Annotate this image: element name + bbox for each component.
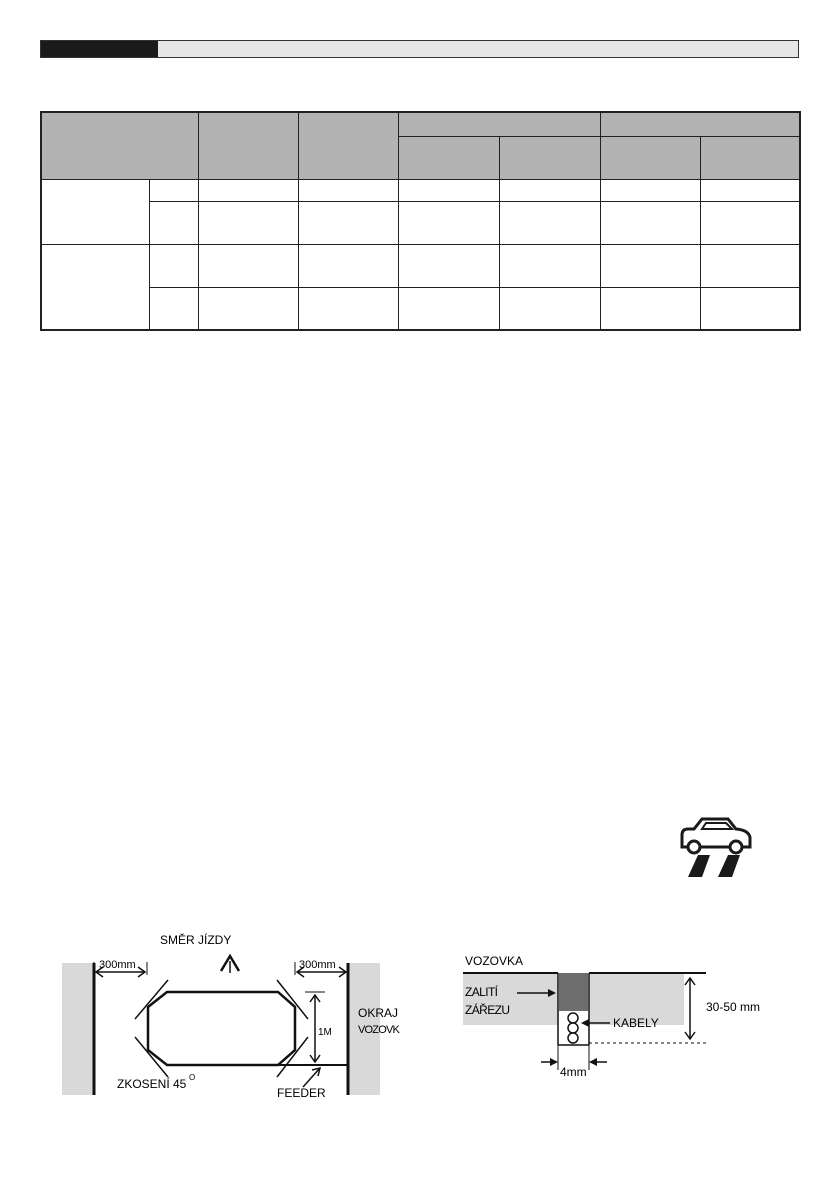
table-cell: [41, 179, 149, 244]
bevel-degree-mark: O: [189, 1073, 196, 1082]
feeder-label: FEEDER: [277, 1086, 326, 1100]
depth-label: 30-50 mm: [706, 1000, 761, 1014]
header-cell: [398, 136, 499, 179]
table-cell: [398, 287, 499, 330]
table-row: [41, 201, 800, 244]
header-group-cell: [600, 112, 800, 136]
table-cell: [198, 287, 298, 330]
table-cell: [499, 244, 600, 287]
table-cell: [149, 201, 198, 244]
left-offset-label: 300mm: [99, 959, 136, 971]
table-cell: [149, 287, 198, 330]
height-label: 1M: [318, 1027, 332, 1038]
seal-fill: [559, 973, 588, 1011]
header-cell: [499, 136, 600, 179]
table-cell: [499, 201, 600, 244]
table-cell: [600, 244, 700, 287]
car-over-loop-icon: [672, 815, 757, 877]
table-cell: [700, 244, 800, 287]
table-cell: [41, 244, 149, 330]
header-cell: [41, 112, 198, 179]
direction-arrow-icon: [221, 956, 239, 973]
table-row: [41, 179, 800, 201]
table-cell: [499, 287, 600, 330]
table-cell: [499, 179, 600, 201]
spec-table: [40, 111, 801, 331]
table-cell: [298, 201, 398, 244]
table-header-row-1: [41, 112, 800, 136]
header-cell: [700, 136, 800, 179]
loop-layout-diagram: [55, 925, 400, 1105]
table-cell: [198, 244, 298, 287]
table-row: [41, 287, 800, 330]
table-cell: [398, 179, 499, 201]
seal-label: ZÁŘEZU: [465, 1003, 510, 1017]
table-cell: [298, 179, 398, 201]
direction-label: SMĚR JÍZDY: [160, 933, 232, 947]
road-edge-label: VOZOVK: [358, 1024, 400, 1036]
table-cell: [398, 244, 499, 287]
table-cell: [600, 287, 700, 330]
bevel-label: ZKOSENÍ 45: [117, 1077, 187, 1091]
cut-section-diagram: [455, 945, 785, 1085]
table-cell: [298, 287, 398, 330]
table-cell: [600, 201, 700, 244]
seal-label: ZALITÍ: [465, 985, 498, 999]
page-header-bar: [40, 40, 799, 58]
header-cell: [298, 112, 398, 179]
cable-bundle: [568, 1013, 578, 1043]
table-cell: [398, 201, 499, 244]
table-cell: [700, 179, 800, 201]
table-cell: [198, 201, 298, 244]
road-edge-left: [62, 963, 94, 1095]
table-cell: [700, 287, 800, 330]
cables-label: KABELY: [613, 1016, 659, 1030]
header-cell: [600, 136, 700, 179]
table-cell: [298, 244, 398, 287]
table-cell: [700, 201, 800, 244]
table-cell: [149, 244, 198, 287]
table-cell: [198, 179, 298, 201]
table-cell: [600, 179, 700, 201]
right-offset-label: 300mm: [299, 959, 336, 971]
width-label: 4mm: [560, 1065, 587, 1079]
road-label: VOZOVKA: [465, 954, 524, 968]
road-edge-label: OKRAJ: [358, 1006, 399, 1020]
table-row: [41, 244, 800, 287]
header-group-cell: [398, 112, 600, 136]
header-cell: [198, 112, 298, 179]
loop-shape: [148, 992, 295, 1065]
page-header-tab: [41, 41, 158, 57]
table-cell: [149, 179, 198, 201]
